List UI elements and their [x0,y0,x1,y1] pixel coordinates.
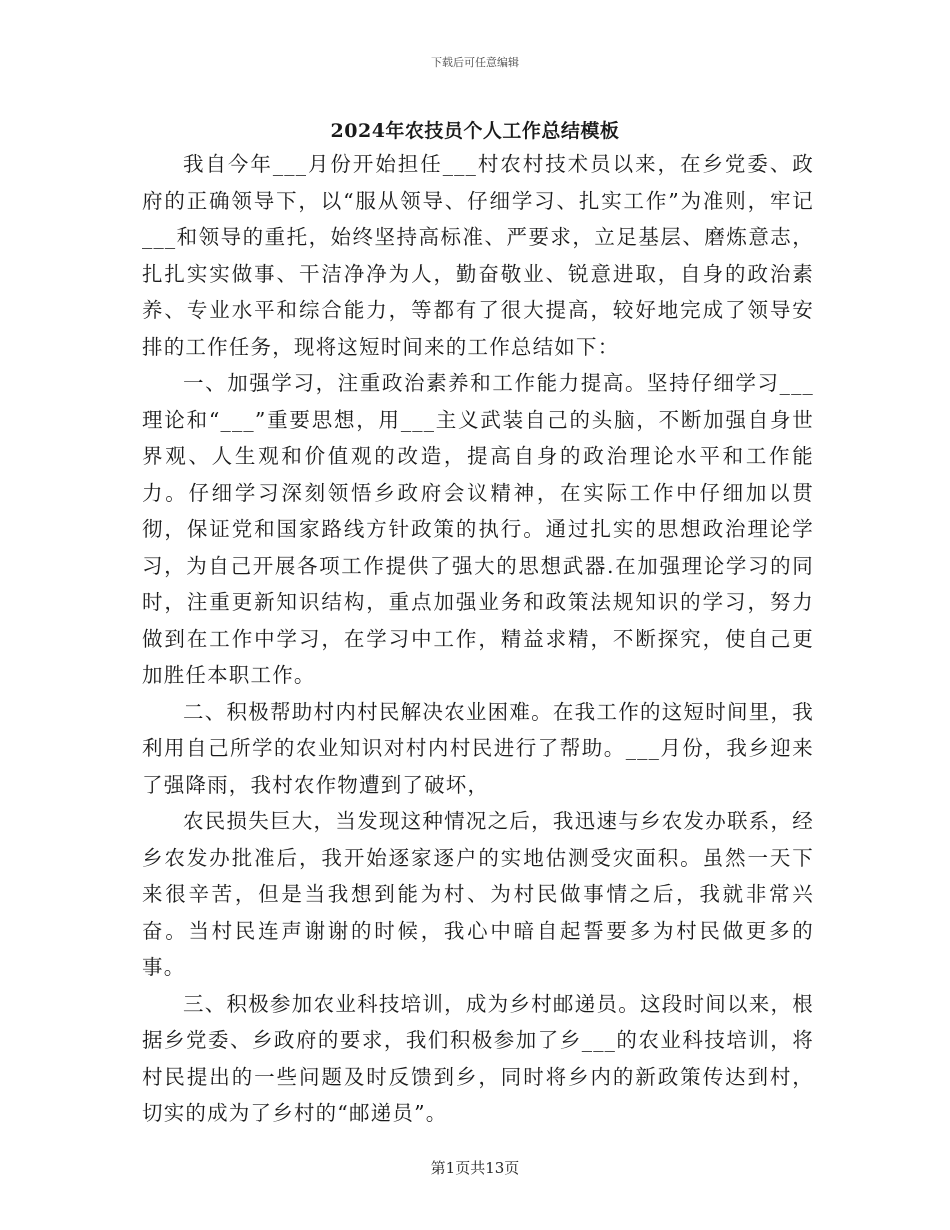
paragraph-section-1: 一、加强学习，注重政治素养和工作能力提高。坚持仔细学习___理论和“___”重要思想，用___主义武装自己的头脑，不断加强自身世界观、人生观和价值观的改造，提高自身的政治理论水平和工作能力。仔细学习深刻领悟乡政府会议精神，在实际工作中仔细加以贯彻，保证党和国家路线方针政策的执行。通过扎实的思想政治理论学习，为自己开展各项工作提供了强大的思想武器.在加强理论学习的同时，注重更新知识结构，重点加强业务和政策法规知识的学习，努力做到在工作中学习，在学习中工作，精益求精，不断探究，使自己更加胜任本职工作。 [142,371,814,687]
document-body [142,146,814,1132]
download-edit-note: 下载后可任意编辑 [431,56,519,69]
paragraph-section-2: 二、积极帮助村内村民解决农业困难。在我工作的这短时间里，我利用自己所学的农业知识对村内村民进行了帮助。___月份，我乡迎来了强降雨，我村农作物遭到了破坏， [142,699,814,797]
document-title: 2024年农技员个人工作总结模板 [330,120,620,142]
paragraph-section-2-continued: 农民损失巨大，当发现这种情况之后，我迅速与乡农发办联系，经乡农发办批准后，我开始逐家逐户的实地估测受灾面积。虽然一天下来很辛苦，但是当我想到能为村、为村民做事情之后，我就非常兴奋。当村民连声谢谢的时候，我心中暗自起誓要多为村民做更多的事。 [142,809,814,979]
paragraph-intro: 我自今年___月份开始担任___村农村技术员以来，在乡党委、政府的正确领导下，以“服从领导、仔细学习、扎实工作”为准则，牢记___和领导的重托，始终坚持高标准、严要求，立足基层、磨炼意志，扎扎实实做事、干洁净净为人，勤奋敬业、锐意进取，自身的政治素养、专业水平和综合能力，等都有了很大提高，较好地完成了领导安排的工作任务，现将这短时间来的工作总结如下： [142,152,814,359]
paragraph-section-3: 三、积极参加农业科技培训，成为乡村邮递员。这段时间以来，根据乡党委、乡政府的要求，我们积极参加了乡___的农业科技培训，将村民提出的一些问题及时反馈到乡，同时将乡内的新政策传达到村，切实的成为了乡村的“邮递员”。 [142,991,814,1125]
page-number: 第1页共13页 [430,1159,520,1177]
